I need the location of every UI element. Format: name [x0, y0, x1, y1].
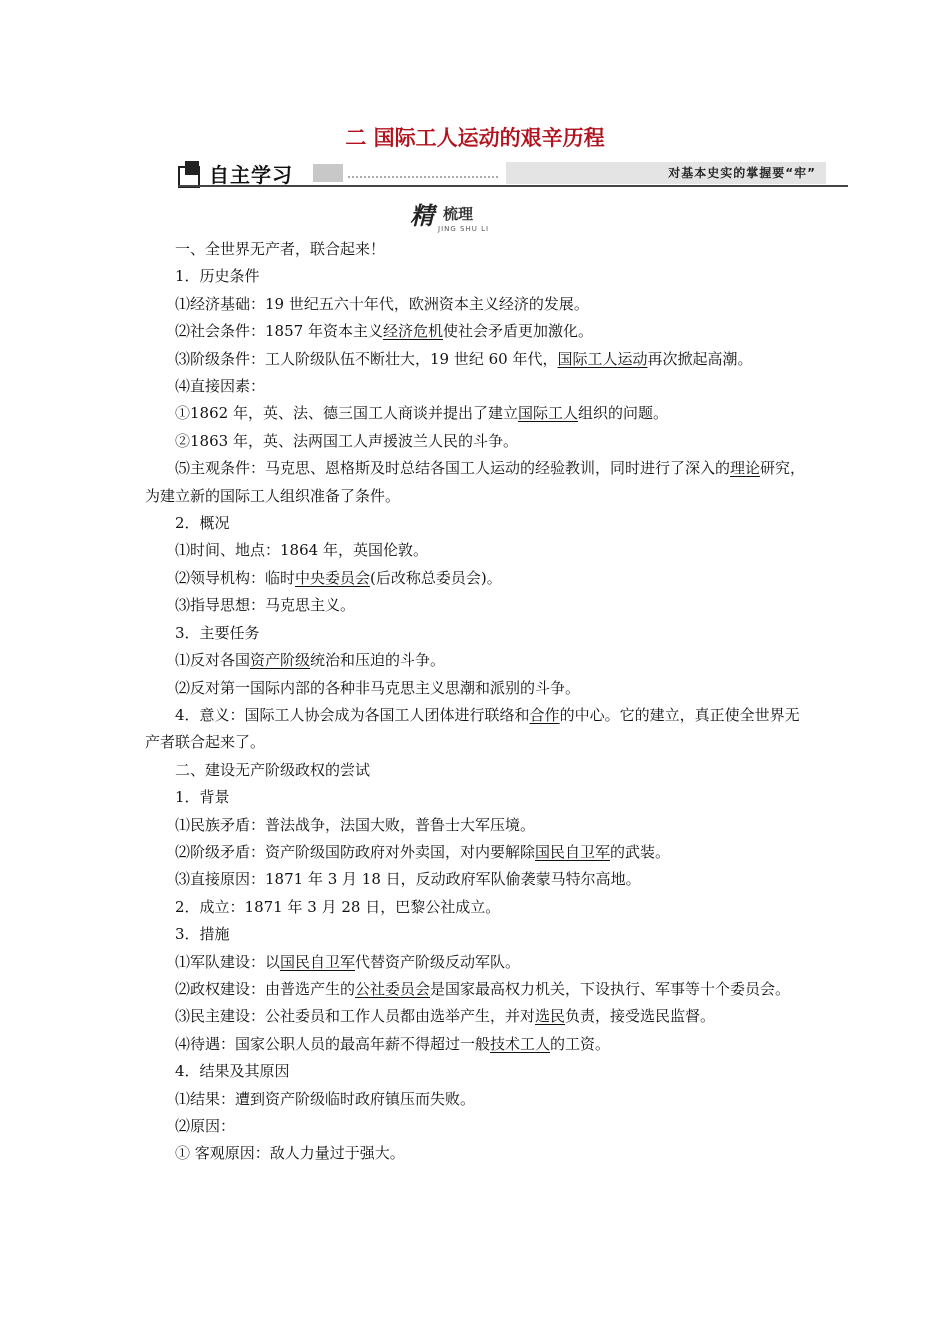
underlined-term: 合作 [529, 705, 560, 724]
paragraph [145, 976, 813, 1003]
paragraph [145, 1031, 813, 1058]
text-segment: ⑴军队建设：以 [175, 952, 281, 971]
underlined-term: 资产阶级 [250, 651, 311, 670]
text-segment: ⑶指导思想：马克思主义。 [175, 596, 356, 615]
text-segment: 2．概况 [175, 514, 230, 533]
text-segment: 代替资产阶级反动军队。 [355, 952, 521, 971]
text-segment: ⑶民主建设：公社委员和工作人员都由选举产生，并对 [175, 1007, 536, 1026]
underlined-term: 公社委员会 [355, 979, 431, 998]
text-segment: ⑴时间、地点：1864 年，英国伦敦。 [175, 541, 428, 560]
paragraph [145, 236, 813, 263]
text-segment: ⑶直接原因：1871 年 3 月 18 日，反动政府军队偷袭蒙马特尔高地。 [175, 870, 641, 889]
underlined-term: 中央委员会 [295, 568, 371, 587]
text-segment: 再次掀起高潮。 [647, 349, 753, 368]
underlined-term: 选民 [535, 1007, 566, 1026]
text-segment: ⑵社会条件：1857 年资本主义 [175, 322, 383, 341]
text-segment: ⑷直接因素： [175, 377, 266, 396]
paragraph [145, 455, 813, 510]
text-segment: ⑵反对第一国际内部的各种非马克思主义思潮和派别的斗争。 [175, 678, 581, 697]
paragraph [145, 812, 813, 839]
logo-small-text: 梳理 [443, 205, 474, 223]
paragraph [145, 949, 813, 976]
text-segment: ⑵原因： [175, 1117, 236, 1135]
text-segment: 4．意义：国际工人协会成为各国工人团体进行联络和 [175, 705, 530, 724]
text-segment: 是国家最高权力机关，下设执行、军事等十个委员会。 [430, 979, 791, 998]
text-segment: ⑴民族矛盾：普法战争，法国大败，普鲁士大军压境。 [175, 815, 536, 834]
logo-big-char: 精 [410, 201, 434, 230]
text-segment: 3．措施 [175, 925, 230, 944]
text-segment: ⑸主观条件：马克思、恩格斯及时总结各国工人运动的经验教训，同时进行了深入的 [175, 459, 731, 478]
text-segment: 统治和压迫的斗争。 [310, 651, 446, 670]
paragraph [145, 620, 813, 647]
logo-pinyin: JING SHU LI [438, 225, 490, 233]
text-segment: 一、全世界无产者，联合起来！ [175, 240, 386, 258]
text-segment: ⑴结果：遭到资产阶级临时政府镇压而失败。 [175, 1089, 476, 1108]
banner-decoration [313, 164, 343, 182]
paragraph [145, 894, 813, 921]
paragraph [145, 702, 813, 757]
text-segment: 二、建设无产阶级政权的尝试 [175, 760, 371, 779]
paragraph [145, 757, 813, 784]
paragraph [145, 839, 813, 866]
paragraph [145, 1003, 813, 1030]
text-segment: 组织的问题。 [577, 404, 668, 423]
paragraph [145, 428, 813, 455]
paragraph [145, 1113, 813, 1140]
text-segment: ②1863 年，英、法两国工人声援波兰人民的斗争。 [175, 431, 518, 450]
paragraph [145, 263, 813, 290]
text-segment: ① 客观原因：敌人力量过于强大。 [175, 1144, 405, 1163]
section-banner [178, 158, 848, 188]
text-segment: 的工资。 [550, 1034, 611, 1053]
document-body [145, 236, 813, 1168]
page-title: 二 国际工人运动的艰辛历程 [345, 126, 605, 150]
text-segment: ⑴经济基础：19 世纪五六十年代，欧洲资本主义经济的发展。 [175, 294, 589, 313]
paragraph [145, 675, 813, 702]
paragraph [145, 291, 813, 318]
text-segment: 研究，为建立新的国际工人组织准备了条件。 [145, 459, 806, 505]
text-segment: 的武装。 [610, 842, 671, 861]
paragraph [145, 1058, 813, 1085]
underlined-term: 国际工人运动 [557, 349, 648, 368]
banner-label: 自主学习 [209, 163, 293, 187]
text-segment: ⑵政权建设：由普选产生的 [175, 979, 356, 998]
text-segment: 1．背景 [175, 788, 230, 807]
banner-rule [178, 185, 848, 187]
text-segment: 的中心。它的建立，真正使全世界无产者联合起来了。 [145, 705, 800, 752]
paragraph [145, 1086, 813, 1113]
text-segment: 使社会矛盾更加激化。 [442, 322, 593, 341]
underlined-term: 经济危机 [382, 322, 443, 341]
text-segment: 1．历史条件 [175, 267, 260, 286]
banner-dotted-line [348, 176, 498, 178]
underlined-term: 技术工人 [490, 1034, 551, 1053]
paragraph [145, 510, 813, 537]
banner-subtitle: 对基本史实的掌握要“牢” [506, 162, 826, 184]
text-segment: 4．结果及其原因 [175, 1062, 290, 1081]
paragraph [145, 647, 813, 674]
text-segment: 2．成立：1871 年 3 月 28 日，巴黎公社成立。 [175, 897, 501, 916]
section-logo [410, 196, 550, 236]
text-segment: 负责，接受选民监督。 [565, 1007, 716, 1026]
paragraph [145, 537, 813, 564]
paragraph [145, 565, 813, 592]
paragraph [145, 784, 813, 811]
paragraph [145, 921, 813, 948]
banner-square-fill [185, 161, 199, 175]
text-segment: 3．主要任务 [175, 623, 260, 642]
paragraph [145, 318, 813, 345]
paragraph [145, 1140, 813, 1167]
text-segment: ⑵领导机构：临时 [175, 568, 296, 587]
text-segment: ⑵阶级矛盾：资产阶级国防政府对外卖国，对内要解除 [175, 842, 536, 861]
paragraph [145, 866, 813, 893]
underlined-term: 国际工人 [517, 404, 578, 423]
text-segment: ①1862 年，英、法、德三国工人商谈并提出了建立 [175, 404, 518, 423]
paragraph [145, 373, 813, 400]
underlined-term: 国民自卫军 [535, 842, 611, 861]
text-segment: ⑷待遇：国家公职人员的最高年薪不得超过一般 [175, 1034, 491, 1053]
paragraph [145, 400, 813, 427]
text-segment: ⑶阶级条件：工人阶级队伍不断壮大，19 世纪 60 年代， [175, 349, 558, 368]
paragraph [145, 346, 813, 373]
text-segment: (后改称总委员会)。 [370, 568, 502, 587]
text-segment: ⑴反对各国 [175, 651, 251, 670]
paragraph [145, 592, 813, 619]
underlined-term: 国民自卫军 [280, 952, 356, 971]
underlined-term: 理论 [730, 459, 761, 478]
